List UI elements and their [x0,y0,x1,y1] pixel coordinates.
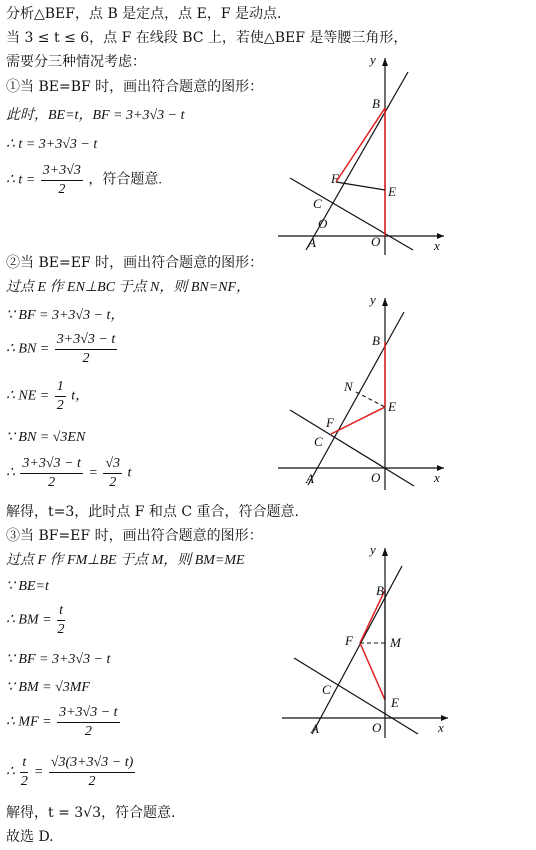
case3-step-3: ∴ BM = $\frac{t}{2}$ [6,603,65,637]
label-o-small: O [318,216,328,231]
case3-result: 解得，t = 3√3，符合题意. [6,805,176,821]
label-b: B [376,583,384,598]
figure-3 [282,540,452,740]
label-f: F [345,633,353,648]
label-x: x [438,720,444,735]
case1-step-2: ∴ t = 3+3√3 − t [6,137,98,152]
case2-step-1: 过点 E 作 EN⊥BC 于点 N，则 BN=NF， [6,280,251,295]
segment-fe [360,643,385,700]
intro-line-2: 当 3 ≤ t ≤ 6，点 F 在线段 BC 上，若使△BEF 是等腰三角形， [6,30,408,46]
label-y: y [370,52,376,67]
figure-1 [278,50,448,255]
label-a: A [311,721,319,736]
case3-step-6: ∴ MF = $\frac{3+3√3 - t}{2}$ [6,705,118,739]
figure-2 [278,290,448,495]
final-answer: 故选 D. [6,829,54,845]
case2-step-4: ∴ NE = $\frac{1}{2}$ t， [6,379,90,413]
case2-step-2: ∵ BF = 3+3√3 − t， [6,308,125,323]
label-c: C [322,682,331,697]
line-ab [312,566,402,734]
segment-ne-dashed [356,392,385,407]
intro-line-3: 需要分三种情况考虑： [6,54,146,70]
segment-ef [331,407,385,434]
case3-step-7: ∴ $\frac{t}{2}$ = $\frac{√3(3+3√3 - t)}{2}$ [6,755,134,789]
label-y: y [370,292,376,307]
label-e: E [388,399,396,414]
label-origin: O [372,720,382,735]
case1-step-1: 此时，BE=t，BF = 3+3√3 − t [6,108,185,123]
label-b: B [372,96,380,111]
case3-step-2: ∵ BE=t [6,579,49,594]
case1-heading: ①当 BE=BF 时，画出符合题意的图形： [6,79,264,95]
label-c: C [313,196,322,211]
label-a: A [308,235,316,250]
label-f: F [326,415,334,430]
label-a: A [306,471,314,486]
fraction: $\frac{3+3√3}{2}$ [42,163,81,197]
label-x: x [434,238,440,253]
label-m: M [390,635,401,650]
case2-step-5: ∵ BN = √3EN [6,430,86,445]
segment-bf [336,108,385,182]
case2-step-6: ∴ $\frac{3+3√3 - t}{2}$ = $\frac{√3}{2}$ t [6,456,132,490]
label-e: E [391,695,399,710]
case2-step-3: ∴ BN = $\frac{3+3√3 - t}{2}$ [6,332,116,366]
label-e: E [388,184,396,199]
label-n: N [344,379,353,394]
case2-result: 解得，t=3，此时点 F 和点 C 重合，符合题意. [6,504,299,520]
case1-step-3: ∴ t = $\frac{3+3√3}{2}$ ，符合题意. [6,163,162,197]
label-b: B [372,333,380,348]
label-y: y [370,542,376,557]
label-origin: O [371,470,381,485]
intro-line-1: 分析△BEF，点 B 是定点，点 E，F 是动点. [6,6,282,22]
case3-step-5: ∵ BM = √3MF [6,680,90,695]
case3-step-4: ∵ BF = 3+3√3 − t [6,652,111,667]
case3-heading: ③当 BF=EF 时，画出符合题意的图形： [6,528,263,544]
label-f: F [331,171,339,186]
label-c: C [314,434,323,449]
case3-step-1: 过点 F 作 FM⊥BE 于点 M，则 BM=ME [6,553,245,568]
case2-heading: ②当 BE=EF 时，画出符合题意的图形： [6,255,264,271]
label-origin: O [371,234,381,249]
label-x: x [434,470,440,485]
